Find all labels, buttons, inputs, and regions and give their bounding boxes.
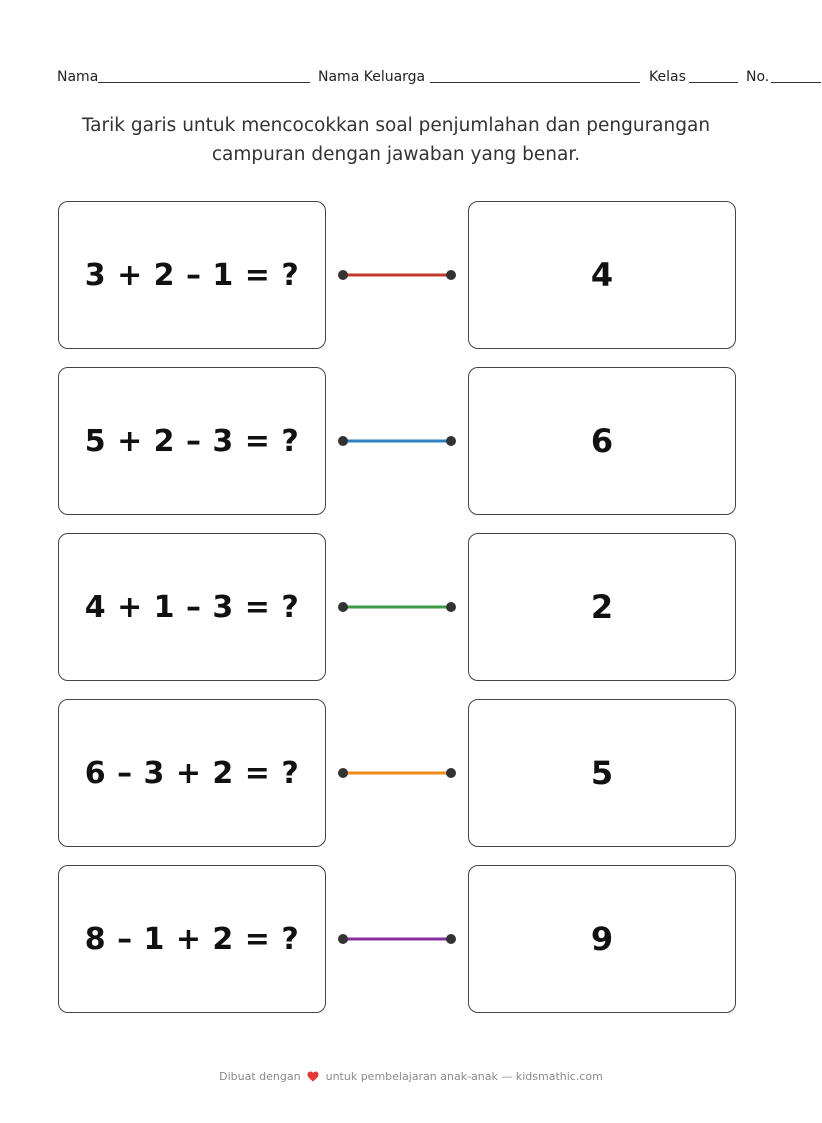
left-dot bbox=[338, 436, 348, 446]
question-card[interactable] bbox=[58, 533, 326, 681]
right-dot bbox=[446, 768, 456, 778]
question-card[interactable] bbox=[58, 699, 326, 847]
left-dot bbox=[338, 270, 348, 280]
left-dot bbox=[338, 602, 348, 612]
connector-line[interactable] bbox=[337, 434, 457, 448]
answer-text: 2 bbox=[590, 588, 614, 626]
footer-text-after: untuk pembelajaran anak-anak — kidsmathic.com bbox=[325, 1070, 603, 1083]
answer-card[interactable] bbox=[468, 201, 736, 349]
footer-credit bbox=[0, 1070, 822, 1083]
question-text: 4 + 1 – 3 = ? bbox=[84, 589, 300, 625]
family-name-label: Nama Keluarga bbox=[318, 69, 426, 85]
answer-card[interactable] bbox=[468, 865, 736, 1013]
question-card[interactable] bbox=[58, 201, 326, 349]
left-dot bbox=[338, 934, 348, 944]
number-label: No. bbox=[746, 69, 770, 85]
answer-card[interactable] bbox=[468, 533, 736, 681]
right-dot bbox=[446, 436, 456, 446]
answer-text: 5 bbox=[590, 754, 614, 792]
answer-card[interactable] bbox=[468, 367, 736, 515]
question-text: 3 + 2 – 1 = ? bbox=[84, 257, 300, 293]
instructions-text: Tarik garis untuk mencocokkan soal penjumlahan dan pengurangan campuran dengan jawaban yang benar. bbox=[81, 115, 711, 165]
number-field[interactable] bbox=[771, 82, 821, 83]
answer-text: 6 bbox=[590, 422, 614, 460]
question-text: 6 – 3 + 2 = ? bbox=[84, 755, 300, 791]
answer-text: 4 bbox=[590, 256, 614, 294]
footer-text-before: Dibuat dengan bbox=[219, 1070, 301, 1083]
right-dot bbox=[446, 602, 456, 612]
right-dot bbox=[446, 934, 456, 944]
heart-icon bbox=[307, 1071, 319, 1082]
question-card[interactable] bbox=[58, 865, 326, 1013]
class-label: Kelas bbox=[649, 69, 686, 85]
connector-line[interactable] bbox=[337, 932, 457, 946]
connector-line[interactable] bbox=[337, 766, 457, 780]
name-label: Nama bbox=[57, 69, 99, 85]
question-text: 8 – 1 + 2 = ? bbox=[84, 921, 300, 957]
family-name-field[interactable] bbox=[430, 82, 640, 83]
question-text: 5 + 2 – 3 = ? bbox=[84, 423, 300, 459]
student-info-header bbox=[0, 66, 822, 88]
class-field[interactable] bbox=[689, 82, 738, 83]
answer-text: 9 bbox=[590, 920, 614, 958]
left-dot bbox=[338, 768, 348, 778]
connector-line[interactable] bbox=[337, 600, 457, 614]
name-field[interactable] bbox=[98, 82, 310, 83]
answer-card[interactable] bbox=[468, 699, 736, 847]
right-dot bbox=[446, 270, 456, 280]
connector-line[interactable] bbox=[337, 268, 457, 282]
question-card[interactable] bbox=[58, 367, 326, 515]
